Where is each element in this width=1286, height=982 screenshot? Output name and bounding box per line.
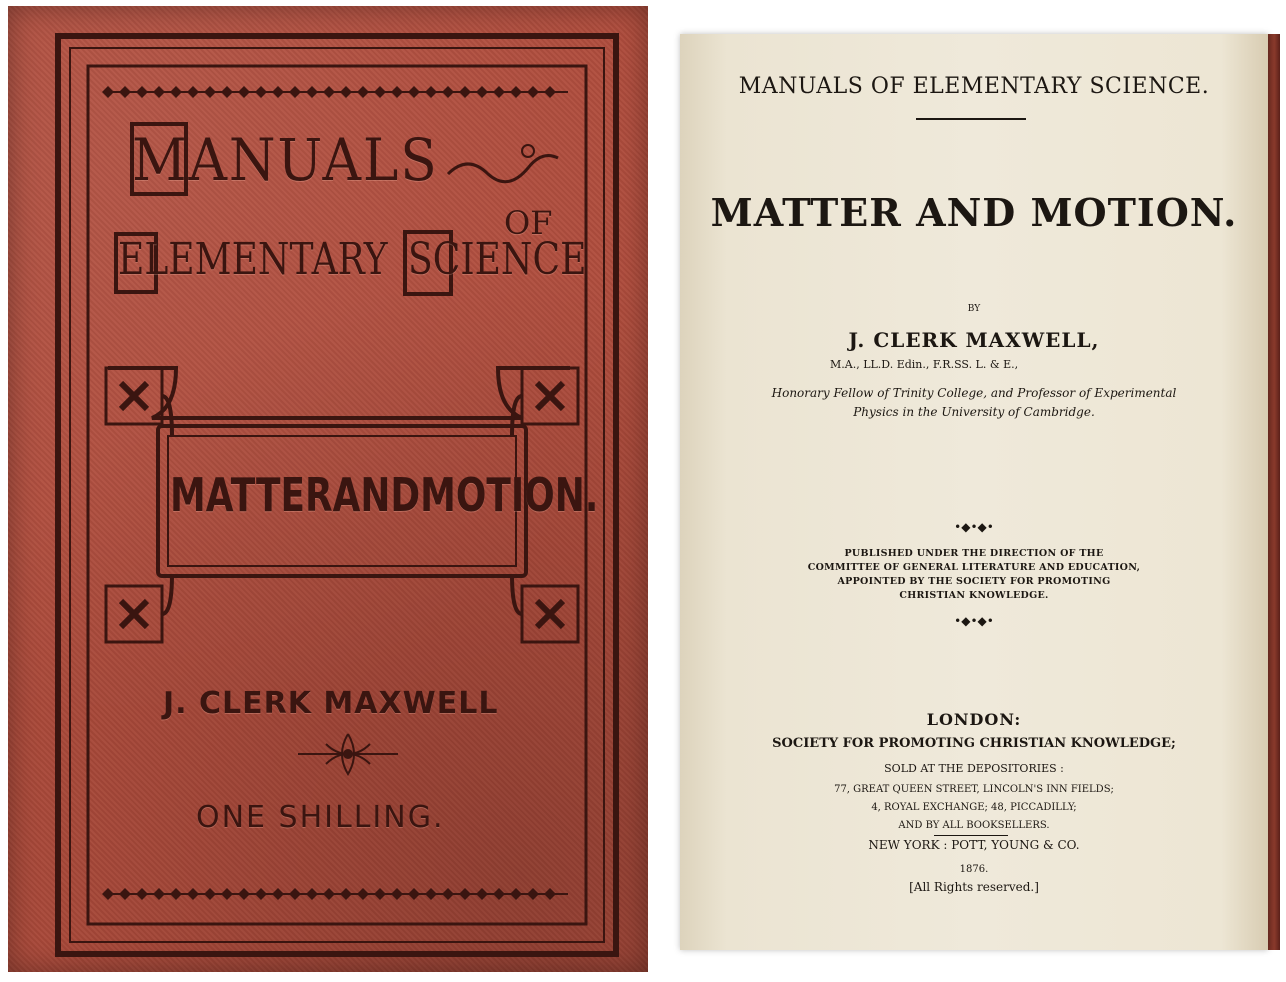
cover-chain-diamond [289, 86, 301, 98]
cover-chain-diamond [408, 86, 420, 98]
imprint-sold-at: SOLD AT THE DEPOSITORIES : [884, 762, 1064, 775]
cover-chain-diamond [510, 888, 522, 900]
cover-chain-diamond [289, 888, 301, 900]
cover-chain-diamond [544, 86, 556, 98]
cover-chain-diamond [153, 86, 165, 98]
cover-chain-diamond [170, 86, 182, 98]
divider-rule [916, 118, 1026, 120]
cover-chain-diamond [357, 86, 369, 98]
cover-chain-diamond [459, 86, 471, 98]
cover-chain-diamond [476, 86, 488, 98]
cover-chain-diamond [153, 888, 165, 900]
published-line-3: APPOINTED BY THE SOCIETY FOR PROMOTING [837, 576, 1111, 587]
cover-chain-diamond [221, 888, 233, 900]
cover-price: ONE SHILLING. [196, 800, 445, 835]
by-label: BY [967, 304, 981, 314]
cover-chain-diamond [272, 888, 284, 900]
cover-chain-diamond [102, 888, 114, 900]
cover-chain-diamond [119, 888, 131, 900]
cover-chain-diamond [306, 888, 318, 900]
cover-chain-diamond [204, 888, 216, 900]
book-cover [8, 6, 648, 972]
cover-chain-diamond [544, 888, 556, 900]
published-line-2: COMMITTEE OF GENERAL LITERATURE AND EDUCATION, [807, 562, 1141, 573]
cover-chain-diamond [136, 86, 148, 98]
cover-chain-diamond [442, 888, 454, 900]
cover-chain-diamond [374, 86, 386, 98]
cover-chain-diamond [323, 86, 335, 98]
cover-chain-diamond [187, 888, 199, 900]
cover-chain-diamond [272, 86, 284, 98]
cover-chain-diamond [136, 888, 148, 900]
cover-chain-diamond [102, 86, 114, 98]
cover-chain-diamond [493, 86, 505, 98]
cover-series-word-of: OF [504, 204, 553, 242]
cover-series-word-science: SCIENCE [408, 234, 587, 285]
imprint-year: 1876. [959, 864, 989, 875]
imprint-address-3: AND BY ALL BOOKSELLERS. [898, 820, 1050, 831]
author-name: J. CLERK MAXWELL, [848, 328, 1100, 352]
cover-chain-diamond [238, 888, 250, 900]
published-line-1: PUBLISHED UNDER THE DIRECTION OF THE [844, 548, 1104, 559]
cover-title: MATTERANDMOTION. [170, 468, 599, 522]
cover-chain-diamond [476, 888, 488, 900]
cover-chain-diamond [442, 86, 454, 98]
imprint-rule [934, 835, 1008, 836]
cover-chain-diamond [255, 888, 267, 900]
cover-chain-diamond [527, 888, 539, 900]
imprint-new-york: NEW YORK : POTT, YOUNG & CO. [868, 838, 1080, 852]
imprint-city: LONDON: [926, 710, 1022, 729]
cover-chain-diamond [357, 888, 369, 900]
cover-chain-diamond [238, 86, 250, 98]
cover-chain-diamond [425, 86, 437, 98]
cover-chain-diamond [408, 888, 420, 900]
cover-chain-diamond [425, 888, 437, 900]
author-affiliation-line1: Honorary Fellow of Trinity College, and Professor of Experimental [771, 386, 1177, 400]
cover-chain-diamond [323, 888, 335, 900]
cover-chain-diamond [510, 86, 522, 98]
imprint-publisher: SOCIETY FOR PROMOTING CHRISTIAN KNOWLEDGE; [772, 736, 1176, 751]
cover-chain-diamond [204, 86, 216, 98]
author-affiliation-line2: Physics in the University of Cambridge. [853, 405, 1095, 419]
author-degrees: M.A., LL.D. Edin., F.R.SS. L. & E., [830, 358, 1019, 371]
cover-author: J. CLERK MAXWELL [163, 686, 499, 721]
cover-chain-diamond [374, 888, 386, 900]
title-page [680, 34, 1268, 950]
published-line-4: CHRISTIAN KNOWLEDGE. [899, 590, 1049, 601]
cover-chain-diamond [340, 888, 352, 900]
book-title: MATTER AND MOTION. [710, 190, 1238, 235]
cover-chain-diamond [170, 888, 182, 900]
cover-chain-diamond [340, 86, 352, 98]
cover-series-word-manuals: MANUALS [132, 126, 439, 194]
cover-chain-diamond [119, 86, 131, 98]
cover-chain-diamond [221, 86, 233, 98]
series-title: MANUALS OF ELEMENTARY SCIENCE. [738, 74, 1210, 99]
imprint-address-1: 77, GREAT QUEEN STREET, LINCOLN'S INN FIELDS; [834, 784, 1114, 795]
cover-series-word-elementary: ELEMENTARY [118, 234, 388, 285]
cover-chain-diamond [187, 86, 199, 98]
cover-chain-diamond [306, 86, 318, 98]
cover-chain-diamond [493, 888, 505, 900]
imprint-address-2: 4, ROYAL EXCHANGE; 48, PICCADILLY; [871, 802, 1077, 813]
cover-chain-diamond [391, 888, 403, 900]
cover-chain-diamond [255, 86, 267, 98]
cover-chain-diamond [527, 86, 539, 98]
ornament-divider-lower: •◆•◆• [954, 614, 994, 628]
cover-chain-diamond [459, 888, 471, 900]
ornament-divider: •◆•◆• [954, 520, 994, 534]
cover-chain-diamond [391, 86, 403, 98]
rights-notice: [All Rights reserved.] [909, 880, 1039, 894]
book-spine-edge [1266, 34, 1280, 950]
